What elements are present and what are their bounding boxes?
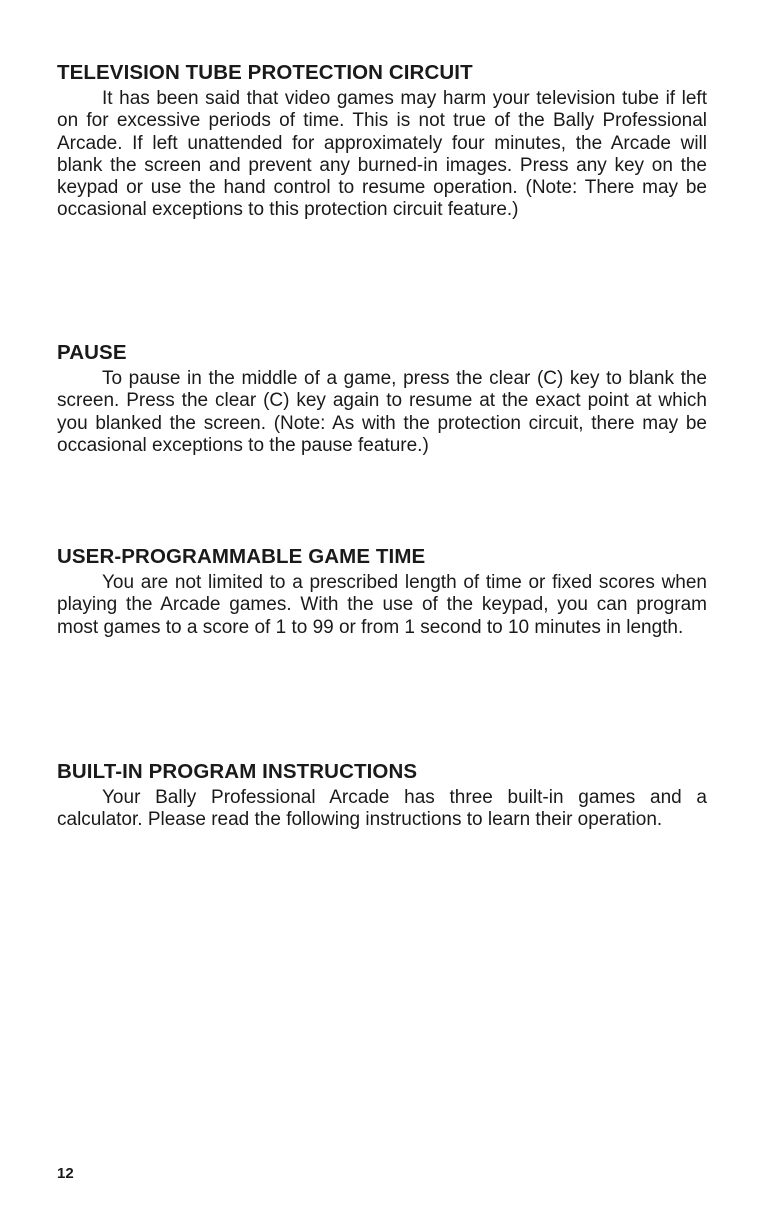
section-heading: USER-PROGRAMMABLE GAME TIME	[57, 545, 426, 568]
section-pause	[57, 340, 707, 457]
section-tv-tube-protection	[57, 60, 707, 222]
section-body: To pause in the middle of a game, press the clear (C) key to blank the screen. Press the clear (C) key again to resume at the exact point at which you blanked the screen. (Note: As with the protection circuit, there may be occasional exceptions to the pause feature.)	[57, 368, 707, 456]
section-heading: TELEVISION TUBE PROTECTION CIRCUIT	[57, 61, 473, 84]
page-number: 12	[57, 1165, 74, 1182]
section-heading: PAUSE	[57, 341, 127, 364]
section-heading: BUILT-IN PROGRAM INSTRUCTIONS	[57, 760, 418, 783]
section-body: You are not limited to a prescribed length of time or fixed scores when playing the Arcade games. With the use of the keypad, you can program most games to a score of 1 to 99 or from 1 second to 10 minutes in length.	[57, 572, 707, 638]
section-body: Your Bally Professional Arcade has three built-in games and a calculator. Please read the following instructions to learn their operation.	[57, 787, 707, 831]
section-user-programmable-game-time	[57, 544, 707, 639]
section-body: It has been said that video games may harm your television tube if left on for excessive periods of time. This is not true of the Bally Professional Arcade. If left unattended for approximately four minutes, the Arcade will blank the screen and prevent any burned-in images. Press any key on the keypad or use the hand control to resume operation. (Note: There may be occasional exceptions to this protection circuit feature.)	[57, 88, 707, 221]
section-built-in-program-instructions	[57, 759, 707, 832]
